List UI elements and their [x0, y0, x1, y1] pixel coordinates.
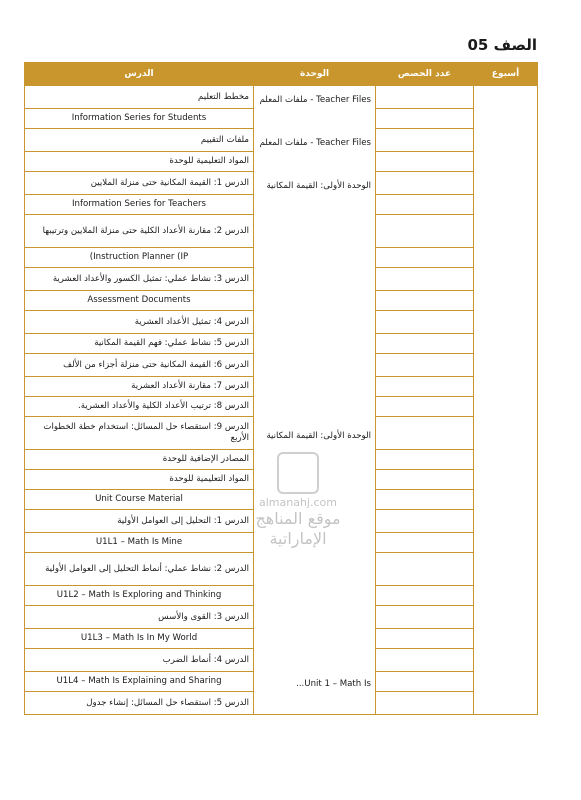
table-header-row [25, 63, 538, 86]
unit-cell [254, 490, 376, 510]
table-row [25, 629, 538, 649]
unit-cell: Teacher Files - ملفات المعلم [254, 129, 376, 152]
unit-cell [254, 377, 376, 397]
unit-cell [254, 397, 376, 417]
table-row [25, 470, 538, 490]
sessions-cell [376, 152, 474, 172]
unit-cell: الوحدة الأولى: القيمة المكانية [254, 172, 376, 195]
table-row [25, 510, 538, 533]
unit-cell [254, 586, 376, 606]
unit-header: الوحدة [254, 63, 376, 86]
lesson-cell: U1L4 – Math Is Explaining and Sharing [25, 672, 254, 692]
sessions-cell [376, 86, 474, 109]
table-row [25, 195, 538, 215]
table-row [25, 649, 538, 672]
sessions-cell [376, 510, 474, 533]
table-row [25, 86, 538, 109]
sessions-cell [376, 649, 474, 672]
unit-cell [254, 606, 376, 629]
watermark-site: almanahj.com [259, 496, 337, 509]
week-header: أسبوع [474, 63, 538, 86]
sessions-cell [376, 354, 474, 377]
lesson-cell: الدرس 4: تمثيل الأعداد العشرية [25, 311, 254, 334]
lesson-cell: U1L3 – Math Is In My World [25, 629, 254, 649]
unit-cell: الوحدة الأولى: القيمة المكانية [254, 417, 376, 450]
sessions-cell [376, 377, 474, 397]
lesson-cell: الدرس 5: استقصاء حل المسائل: إنشاء جدول [25, 692, 254, 715]
sessions-cell [376, 268, 474, 291]
table-row [25, 152, 538, 172]
lesson-cell: مخطط التعليم [25, 86, 254, 109]
lesson-header: الدرس [25, 63, 254, 86]
lesson-cell: الدرس 5: نشاط عملي: فهم القيمة المكانية [25, 334, 254, 354]
table-row [25, 172, 538, 195]
lesson-cell: U1L1 – Math Is Mine [25, 533, 254, 553]
lesson-cell: ملفات التقييم [25, 129, 254, 152]
unit-cell [254, 649, 376, 672]
sessions-cell [376, 692, 474, 715]
lesson-cell: المواد التعليمية للوحدة [25, 470, 254, 490]
table-row [25, 672, 538, 692]
lesson-cell: Information Series for Teachers [25, 195, 254, 215]
lesson-cell: الدرس 2: نشاط عملي: أنماط التحليل إلى العوامل الأولية [25, 553, 254, 586]
lesson-cell: الدرس 7: مقارنة الأعداد العشرية [25, 377, 254, 397]
lesson-cell: المصادر الإضافية للوحدة [25, 450, 254, 470]
sessions-cell [376, 553, 474, 586]
unit-cell [254, 692, 376, 715]
lesson-cell: الدرس 8: ترتيب الأعداد الكلية والأعداد العشرية. [25, 397, 254, 417]
unit-cell [254, 268, 376, 291]
unit-cell [254, 248, 376, 268]
unit-cell [254, 109, 376, 129]
lesson-cell: الدرس 3: القوى والأسس [25, 606, 254, 629]
lesson-cell: المواد التعليمية للوحدة [25, 152, 254, 172]
unit-cell [254, 334, 376, 354]
table-body [25, 86, 538, 715]
sessions-cell [376, 417, 474, 450]
table-row [25, 268, 538, 291]
unit-cell [254, 629, 376, 649]
lesson-cell: Unit Course Material [25, 490, 254, 510]
table-row [25, 129, 538, 152]
table-row [25, 109, 538, 129]
lesson-cell: الدرس 1: التحليل إلى العوامل الأولية [25, 510, 254, 533]
lesson-cell: الدرس 3: نشاط عملي: تمثيل الكسور والأعداد العشرية [25, 268, 254, 291]
table-row [25, 397, 538, 417]
table-row [25, 553, 538, 586]
table-row [25, 417, 538, 450]
lesson-cell: Information Series for Students [25, 109, 254, 129]
sessions-cell [376, 450, 474, 470]
table-row [25, 311, 538, 334]
table-row [25, 248, 538, 268]
table-row [25, 291, 538, 311]
unit-cell: Unit 1 – Math Is... [254, 672, 376, 692]
table-row [25, 533, 538, 553]
unit-cell [254, 354, 376, 377]
table-row [25, 606, 538, 629]
unit-cell [254, 510, 376, 533]
sessions-cell [376, 109, 474, 129]
sessions-cell [376, 629, 474, 649]
unit-cell [254, 470, 376, 490]
lesson-cell: الدرس 6: القيمة المكانية حتى منزلة أجزاء من الألف [25, 354, 254, 377]
unit-cell [254, 533, 376, 553]
sessions-cell [376, 129, 474, 152]
sessions-cell [376, 586, 474, 606]
lesson-cell: (Instruction Planner (IP [25, 248, 254, 268]
table-row [25, 450, 538, 470]
lesson-cell: Assessment Documents [25, 291, 254, 311]
sessions-cell [376, 334, 474, 354]
watermark-name: موقع المناهج الإماراتية [255, 509, 341, 548]
sessions-cell [376, 248, 474, 268]
unit-cell [254, 553, 376, 586]
lesson-plan-table [24, 62, 538, 715]
unit-cell [254, 311, 376, 334]
sessions-cell [376, 172, 474, 195]
sessions-cell [376, 215, 474, 248]
table-row [25, 354, 538, 377]
unit-cell [254, 215, 376, 248]
lesson-cell: الدرس 2: مقارنة الأعداد الكلية حتى منزلة الملايين وترتيبها [25, 215, 254, 248]
sessions-cell [376, 470, 474, 490]
table-row [25, 215, 538, 248]
lesson-cell: U1L2 – Math Is Exploring and Thinking [25, 586, 254, 606]
sessions-cell [376, 397, 474, 417]
week-cell [474, 86, 538, 715]
sessions-cell [376, 533, 474, 553]
unit-cell [254, 291, 376, 311]
unit-cell [254, 195, 376, 215]
lesson-cell: الدرس 4: أنماط الضرب [25, 649, 254, 672]
page-title: الصف 05 [467, 36, 537, 54]
sessions-cell [376, 195, 474, 215]
lesson-cell: الدرس 9: استقصاء حل المسائل: استخدام خطة الخطوات الأربع [25, 417, 254, 450]
table-row [25, 490, 538, 510]
sessions-cell [376, 291, 474, 311]
sessions-header: عدد الحصص [376, 63, 474, 86]
unit-cell: Teacher Files - ملفات المعلم [254, 86, 376, 109]
unit-cell [254, 152, 376, 172]
table-row [25, 377, 538, 397]
unit-cell [254, 450, 376, 470]
lesson-cell: الدرس 1: القيمة المكانية حتى منزلة الملايين [25, 172, 254, 195]
table-row [25, 692, 538, 715]
table-row [25, 586, 538, 606]
table-row [25, 334, 538, 354]
sessions-cell [376, 490, 474, 510]
sessions-cell [376, 672, 474, 692]
sessions-cell [376, 606, 474, 629]
sessions-cell [376, 311, 474, 334]
